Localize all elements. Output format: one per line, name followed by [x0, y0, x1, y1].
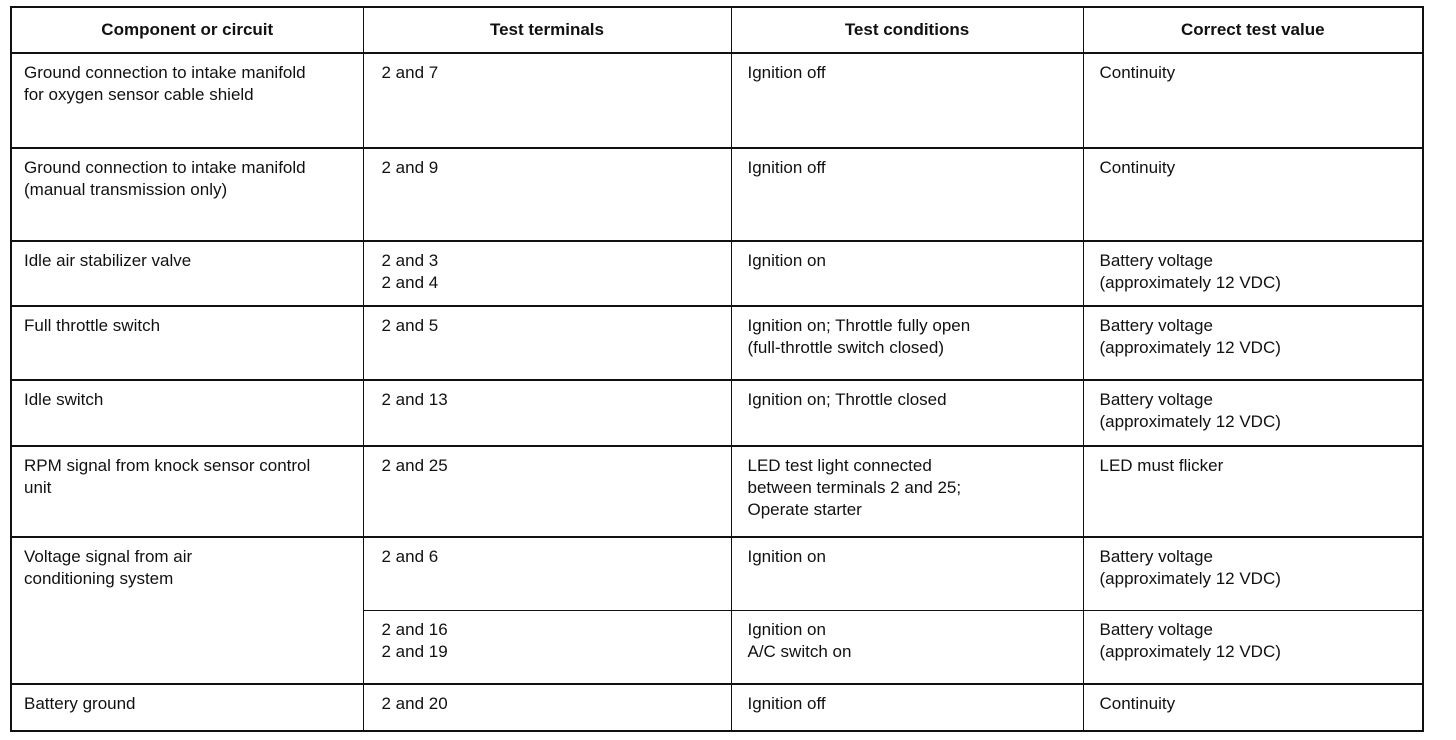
cell-value: Battery voltage (approximately 12 VDC) [1083, 611, 1423, 685]
table-row [11, 53, 1423, 148]
cell-terminals: 2 and 25 [363, 446, 731, 537]
table-header-row [11, 7, 1423, 53]
cell-component: RPM signal from knock sensor control unit [11, 446, 363, 537]
cell-component: Voltage signal from air conditioning system [11, 537, 363, 685]
table-row [11, 537, 1423, 611]
cell-value: LED must flicker [1083, 446, 1423, 537]
cell-conditions: Ignition on [731, 537, 1083, 611]
header-test-terminals: Test terminals [363, 7, 731, 53]
cell-terminals: 2 and 3 2 and 4 [363, 241, 731, 306]
cell-component: Idle air stabilizer valve [11, 241, 363, 306]
cell-conditions: Ignition on A/C switch on [731, 611, 1083, 685]
cell-component: Ground connection to intake manifold for oxygen sensor cable shield [11, 53, 363, 148]
cell-component: Idle switch [11, 380, 363, 445]
table-row [11, 684, 1423, 731]
cell-conditions: Ignition on; Throttle fully open (full-throttle switch closed) [731, 306, 1083, 380]
table-row [11, 148, 1423, 241]
cell-terminals: 2 and 16 2 and 19 [363, 611, 731, 685]
header-component: Component or circuit [11, 7, 363, 53]
table-row [11, 241, 1423, 306]
cell-terminals: 2 and 6 [363, 537, 731, 611]
table-row [11, 446, 1423, 537]
cell-conditions: Ignition off [731, 53, 1083, 148]
header-correct-test-value: Correct test value [1083, 7, 1423, 53]
cell-value: Battery voltage (approximately 12 VDC) [1083, 306, 1423, 380]
cell-terminals: 2 and 9 [363, 148, 731, 241]
cell-value: Continuity [1083, 53, 1423, 148]
cell-terminals: 2 and 5 [363, 306, 731, 380]
cell-terminals: 2 and 7 [363, 53, 731, 148]
cell-conditions: Ignition off [731, 684, 1083, 731]
cell-value: Continuity [1083, 684, 1423, 731]
header-test-conditions: Test conditions [731, 7, 1083, 53]
table-row [11, 306, 1423, 380]
cell-component: Battery ground [11, 684, 363, 731]
cell-terminals: 2 and 13 [363, 380, 731, 445]
cell-conditions: Ignition off [731, 148, 1083, 241]
cell-conditions: LED test light connected between terminals 2 and 25; Operate starter [731, 446, 1083, 537]
cell-terminals: 2 and 20 [363, 684, 731, 731]
cell-value: Battery voltage (approximately 12 VDC) [1083, 241, 1423, 306]
table-row [11, 380, 1423, 445]
cell-value: Continuity [1083, 148, 1423, 241]
cell-value: Battery voltage (approximately 12 VDC) [1083, 380, 1423, 445]
cell-component: Ground connection to intake manifold (manual transmission only) [11, 148, 363, 241]
cell-component: Full throttle switch [11, 306, 363, 380]
cell-value: Battery voltage (approximately 12 VDC) [1083, 537, 1423, 611]
cell-conditions: Ignition on; Throttle closed [731, 380, 1083, 445]
cell-conditions: Ignition on [731, 241, 1083, 306]
test-values-table [10, 6, 1424, 732]
